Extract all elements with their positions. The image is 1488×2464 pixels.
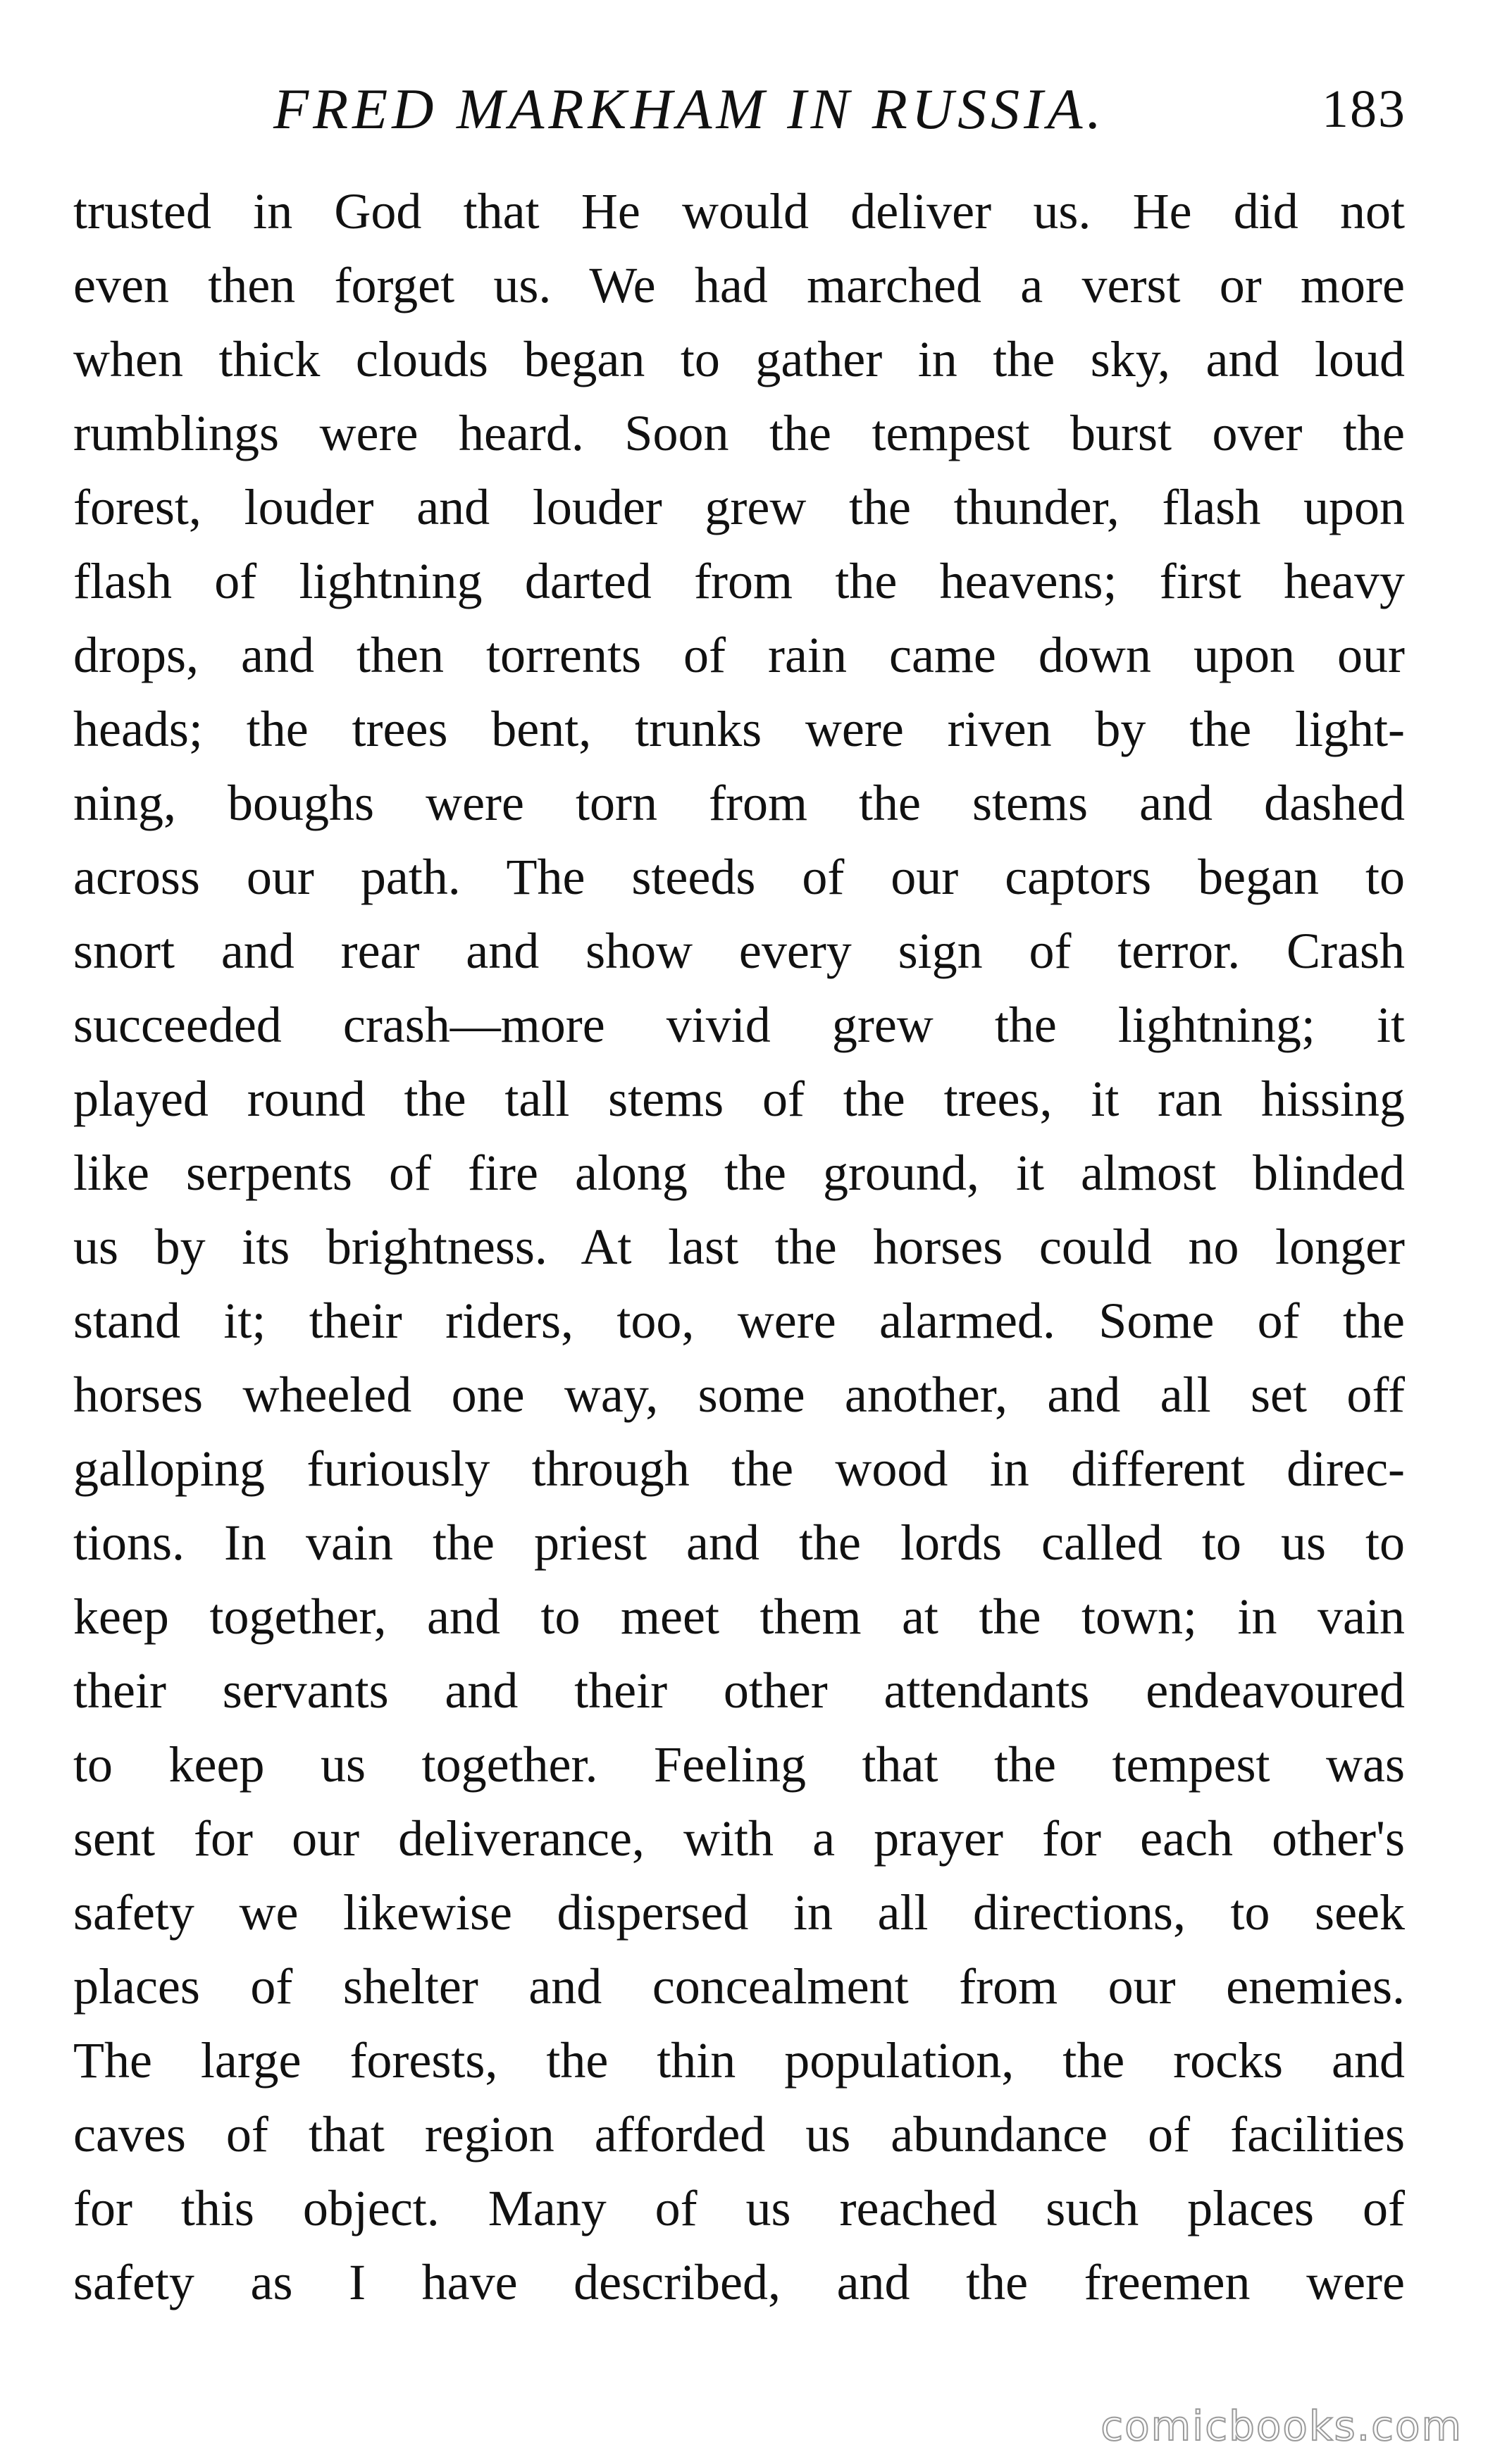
text-line: succeeded crash—more vivid grew the lightning; it xyxy=(73,997,1405,1053)
text-line: across our path. The steeds of our captors began to xyxy=(73,849,1405,905)
body-text xyxy=(73,175,1405,2320)
text-line: for this object. Many of us reached such places of xyxy=(73,2180,1405,2236)
text-line: galloping furiously through the wood in different direc- xyxy=(73,1441,1405,1497)
text-line: keep together, and to meet them at the town; in vain xyxy=(73,1588,1405,1645)
text-line: when thick clouds began to gather in the sky, and loud xyxy=(73,331,1405,387)
text-line: played round the tall stems of the trees, it ran hissing xyxy=(73,1071,1405,1127)
text-line: places of shelter and concealment from our enemies. xyxy=(73,1958,1405,2015)
text-line: caves of that region afforded us abundance of facilities xyxy=(73,2106,1405,2163)
text-line: like serpents of fire along the ground, it almost blinded xyxy=(73,1145,1405,1201)
text-line: ning, boughs were torn from the stems and dashed xyxy=(73,775,1405,831)
text-line: even then forget us. We had marched a verst or more xyxy=(73,257,1405,313)
text-line: snort and rear and show every sign of terror. Crash xyxy=(73,923,1405,979)
text-line: drops, and then torrents of rain came down upon our xyxy=(73,627,1405,683)
text-line: trusted in God that He would deliver us. He did not xyxy=(73,183,1405,239)
text-line: tions. In vain the priest and the lords called to us to xyxy=(73,1514,1405,1571)
text-line: rumblings were heard. Soon the tempest burst over the xyxy=(73,405,1405,461)
text-line: heads; the trees bent, trunks were riven by the light- xyxy=(73,701,1405,757)
text-line: horses wheeled one way, some another, and all set off xyxy=(73,1367,1405,1423)
text-line: safety as I have described, and the freemen were xyxy=(73,2254,1405,2310)
text-line: us by its brightness. At last the horses could no longer xyxy=(73,1219,1405,1275)
watermark: comicbooks.com xyxy=(1100,2402,1463,2450)
text-line: stand it; their riders, too, were alarmed. Some of the xyxy=(73,1293,1405,1349)
text-line: their servants and their other attendants endeavoured xyxy=(73,1662,1405,1719)
page-number: 183 xyxy=(1322,80,1406,139)
text-line: safety we likewise dispersed in all directions, to seek xyxy=(73,1884,1405,1941)
text-line: sent for our deliverance, with a prayer for each other's xyxy=(73,1810,1405,1867)
text-line: to keep us together. Feeling that the tempest was xyxy=(73,1736,1405,1793)
running-header xyxy=(0,70,1488,148)
text-line: forest, louder and louder grew the thunder, flash upon xyxy=(73,479,1405,535)
text-line: The large forests, the thin population, the rocks and xyxy=(73,2032,1405,2089)
running-title: FRED MARKHAM IN RUSSIA. xyxy=(273,77,1105,141)
text-line: flash of lightning darted from the heavens; first heavy xyxy=(73,553,1405,609)
